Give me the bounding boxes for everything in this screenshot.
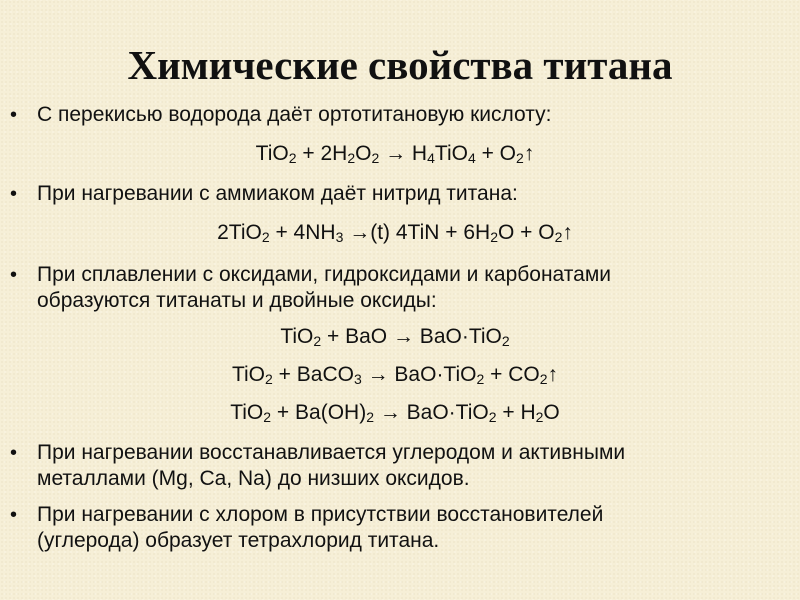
equation-1: $TiO_2 + 2H_2O_2 \to H_4TiO_4$ + $O_2↑$ bbox=[255, 142, 535, 166]
equation-2: $2TiO_2 + 4NH_3 \to(t) 4TiN + 6H_2O$ + $O_2↑$ bbox=[217, 221, 573, 245]
bullet-item-4 bbox=[10, 440, 780, 492]
bullet-item-2 bbox=[10, 181, 780, 207]
bullet-icon: • bbox=[10, 183, 18, 205]
bullet-icon: • bbox=[10, 504, 18, 526]
bullet-text-line-2: (углерода) образует тетрахлорид титана. bbox=[37, 529, 440, 552]
bullet-text: С перекисью водорода даёт ортотитановую кислоту: bbox=[37, 103, 552, 126]
equation-4: TiO$_2$ + BaCO$_3$ → $BaO\cdot TiO_2 + CO_2↑$ bbox=[231, 363, 559, 387]
bullet-text-line-1: При сплавлении с оксидами, гидроксидами и карбонатами bbox=[37, 263, 611, 286]
bullet-text-line-1: При нагревании с хлором в присутствии восстановителей bbox=[37, 503, 604, 526]
bullet-item-3 bbox=[10, 262, 780, 314]
bullet-item-5 bbox=[10, 502, 780, 554]
equation-3: TiO$_2$ + BaO → BaO·TiO$_2$ bbox=[280, 325, 510, 349]
bullet-item-1 bbox=[10, 102, 780, 128]
bullet-text-line-1: При нагревании восстанавливается углеродом и активными bbox=[37, 441, 626, 464]
bullet-icon: • bbox=[10, 104, 18, 126]
bullet-text-line-2: металлами (Mg, Ca, Na) до низших оксидов. bbox=[37, 467, 470, 490]
bullet-icon: • bbox=[10, 264, 18, 286]
bullet-text: При нагревании с аммиаком даёт нитрид титана: bbox=[37, 182, 518, 205]
slide-content bbox=[10, 100, 780, 554]
slide-title: Химические свойства титана bbox=[127, 42, 673, 88]
equation-5: $TiO_2 + Ba(OH)_2 \to BaO\cdot TiO_2 + H_2O$ bbox=[230, 401, 560, 425]
bullet-icon: • bbox=[10, 442, 18, 464]
bullet-text-line-2: образуются титанаты и двойные оксиды: bbox=[37, 289, 437, 312]
